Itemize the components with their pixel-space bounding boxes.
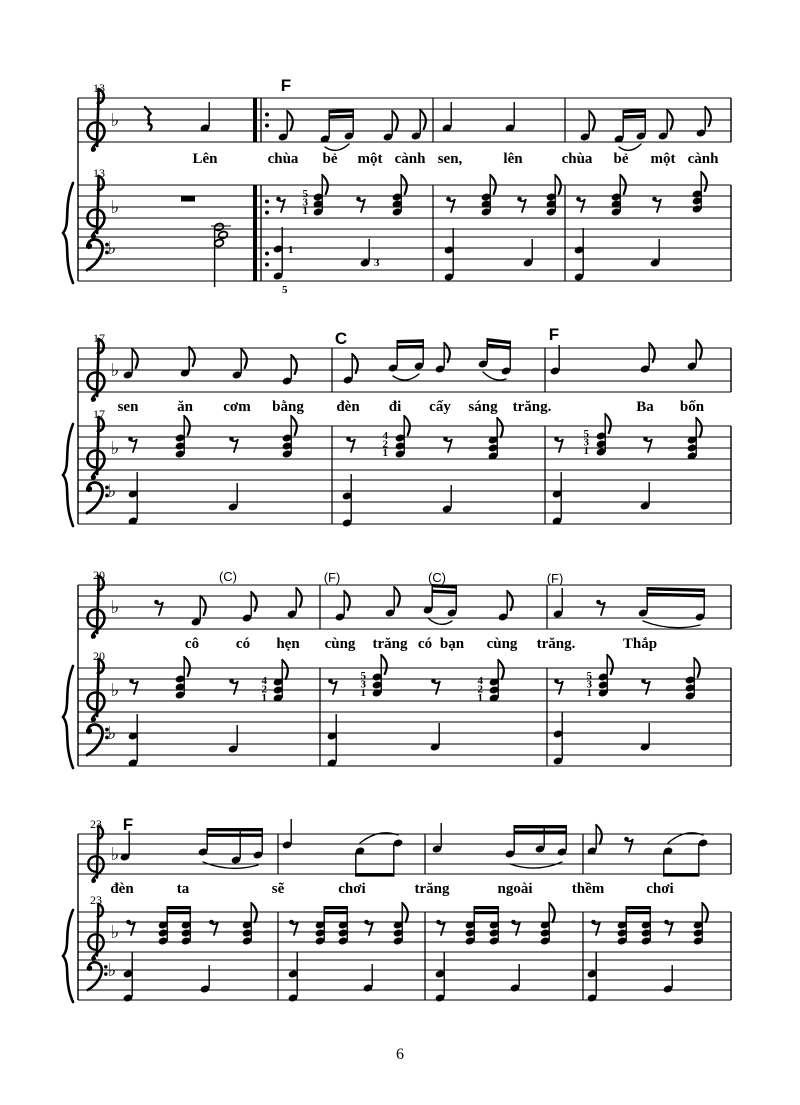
lyric-syllable: sẽ — [271, 881, 285, 897]
clef-ball — [91, 475, 96, 480]
beam — [474, 911, 500, 914]
lyric-syllable: cùng — [486, 636, 518, 652]
beam — [623, 114, 647, 119]
fingering-digit: 4 — [261, 675, 267, 687]
fingering-digit: 3 — [586, 678, 592, 691]
bass-clef-icon — [87, 962, 108, 990]
eighth-rest — [129, 922, 135, 935]
measure-number: 23 — [90, 817, 102, 831]
eighth-rest — [331, 681, 337, 694]
fingering-digit: 4 — [477, 675, 483, 687]
lyric-syllable: ngoài — [497, 881, 533, 897]
vocal-staff — [78, 576, 731, 639]
eighth-flag — [184, 657, 190, 676]
lyric-syllable: chùa — [267, 151, 299, 167]
eighth-rest — [434, 681, 440, 694]
chord-label: (C) — [218, 569, 238, 584]
eighth-flag — [605, 414, 611, 433]
repeat-dot — [265, 124, 269, 128]
eighth-rest — [279, 199, 285, 212]
fingering-digit: 1 — [586, 687, 592, 699]
eighth-rest — [359, 199, 365, 212]
notehead — [218, 230, 229, 239]
eighth-rest — [594, 922, 600, 935]
lyric-syllable: Thắp — [622, 636, 658, 652]
beam — [207, 834, 264, 837]
fingering-digit: 5 — [586, 670, 592, 682]
lyric-syllable: chùa — [561, 151, 593, 167]
measure-number: 17 — [93, 407, 105, 421]
beam — [355, 873, 395, 877]
eighth-rest — [439, 922, 445, 935]
measure-number: 13 — [93, 81, 105, 95]
chord-label: C — [334, 329, 348, 348]
eighth-flag — [189, 347, 195, 366]
eighth-flag — [498, 660, 504, 679]
eighth-rest — [232, 681, 238, 694]
fingering-digit: 1 — [302, 205, 308, 217]
clef-ball — [91, 397, 96, 402]
eighth-rest — [292, 922, 298, 935]
repeat-dot — [265, 252, 269, 256]
lyric-syllable: cơm — [223, 399, 251, 415]
eighth-rest — [514, 922, 520, 935]
notation-mark — [97, 904, 98, 956]
lyric-syllable: bằng — [272, 399, 304, 415]
fingering-digit: 3 — [360, 678, 366, 691]
notation-mark — [97, 659, 98, 716]
notation-mark — [88, 962, 102, 990]
beam — [663, 873, 700, 877]
eighth-flag — [696, 340, 702, 359]
piano-bass-staff — [78, 952, 731, 1003]
eighth-rest — [646, 439, 652, 452]
piano-bass-staff — [78, 472, 731, 528]
fingering-digit: 1 — [288, 244, 294, 256]
clef-ball — [91, 634, 96, 639]
eighth-rest — [212, 922, 218, 935]
chord-label: (F) — [323, 570, 341, 585]
beam — [514, 831, 568, 834]
eighth-flag — [696, 418, 702, 437]
lyric-syllable: chơi — [338, 881, 366, 897]
fingering-digit: 5 — [302, 188, 308, 200]
piano-treble-staff — [78, 655, 731, 722]
flat-sign: ♭ — [110, 680, 120, 701]
fingering-digit: 3 — [583, 436, 589, 449]
flat-sign: ♭ — [107, 238, 117, 259]
lyric-syllable: bạn — [439, 636, 465, 652]
eighth-flag — [251, 592, 257, 611]
flat-sign: ♭ — [110, 922, 120, 943]
clef-ball — [91, 878, 96, 883]
beam — [167, 906, 192, 909]
beam — [432, 590, 458, 595]
eighth-flag — [200, 596, 206, 615]
beam — [474, 906, 500, 909]
eighth-flag — [381, 655, 387, 674]
lyric-syllable: sen — [117, 399, 139, 415]
lyric-syllable: có — [235, 636, 251, 652]
notation-mark — [87, 240, 103, 270]
chord-label: F — [548, 325, 560, 344]
beam — [397, 339, 425, 343]
beam — [329, 114, 355, 119]
eighth-rest — [446, 439, 452, 452]
system-13 — [63, 89, 731, 287]
fingering-digit: 4 — [382, 430, 388, 442]
notation-mark — [97, 176, 98, 233]
lyric-syllable: Lên — [192, 151, 218, 167]
fingering-digit: 1 — [360, 687, 366, 699]
eighth-rest — [667, 922, 673, 935]
repeat-dot — [265, 113, 269, 117]
slur — [203, 862, 258, 868]
eighth-rest — [557, 439, 563, 452]
piano-treble-staff — [78, 903, 731, 961]
notation-mark — [97, 339, 98, 396]
piano-bass-staff — [78, 222, 731, 287]
fingering-digit: 5 — [583, 428, 589, 440]
eighth-rest — [655, 199, 661, 212]
lyric-syllable: sen, — [437, 151, 463, 167]
bass-clef-icon — [86, 725, 109, 755]
page-number: 6 — [396, 1046, 404, 1063]
clef-ball — [91, 234, 96, 239]
beam — [167, 911, 192, 914]
lyric-syllable: thềm — [571, 881, 605, 897]
beam — [626, 906, 652, 909]
slur — [510, 862, 562, 868]
eighth-flag — [701, 172, 707, 191]
eighth-flag — [705, 107, 711, 126]
eighth-rest — [349, 439, 355, 452]
system-17 — [63, 338, 731, 528]
eighth-rest — [557, 681, 563, 694]
eighth-rest — [232, 439, 238, 452]
lyric-syllable: đi — [388, 399, 402, 415]
fingering-digit: 2 — [477, 683, 483, 696]
fingering-digit: 3 — [302, 196, 308, 209]
eighth-flag — [296, 588, 302, 607]
flat-sign: ♭ — [110, 110, 120, 131]
fingering-digit: 2 — [382, 438, 388, 451]
eighth-flag — [282, 660, 288, 679]
fingering-digit: 1 — [261, 692, 267, 704]
lyric-syllable: đèn — [110, 881, 134, 897]
bass-clef-icon — [86, 483, 109, 513]
repeat-dot — [265, 200, 269, 204]
lyric-syllable: đèn — [336, 399, 360, 415]
fingering-digit: 5 — [360, 670, 366, 682]
eighth-rest — [367, 922, 373, 935]
slur — [393, 374, 419, 380]
eighth-flag — [497, 418, 503, 437]
system-23 — [63, 819, 731, 1003]
eighth-rest — [599, 602, 605, 615]
eighth-rest — [157, 602, 163, 615]
flat-sign: ♭ — [107, 481, 117, 502]
measure-number: 23 — [90, 893, 102, 907]
beam — [207, 828, 264, 831]
bass-clef-icon — [86, 240, 109, 270]
eighth-rest — [644, 681, 650, 694]
lyric-syllable: bốn — [679, 399, 705, 415]
beam — [647, 587, 706, 592]
lyric-syllable: cô — [184, 636, 200, 652]
lyric-syllable: ăn — [177, 399, 193, 415]
lyric-syllable: chơi — [646, 881, 674, 897]
flat-sign: ♭ — [110, 438, 120, 459]
notation-mark — [97, 89, 98, 146]
eighth-rest — [449, 199, 455, 212]
chord-label: (F) — [546, 571, 564, 586]
lyric-syllable: Ba — [636, 399, 654, 415]
notation-mark — [87, 725, 103, 755]
eighth-rest — [579, 199, 585, 212]
notation-mark — [87, 483, 103, 513]
chord-label: F — [122, 815, 134, 834]
vocal-staff — [78, 338, 731, 402]
beam — [487, 344, 512, 350]
lyric-syllable: sáng — [468, 399, 498, 415]
notation-mark — [97, 826, 98, 878]
lyric-syllable: lên — [503, 151, 523, 167]
notation-mark — [97, 417, 98, 474]
lyric-syllable: trăng — [414, 881, 450, 897]
repeat-dot — [265, 211, 269, 215]
lyric-syllable: trăng — [372, 636, 408, 652]
flat-sign: ♭ — [107, 723, 117, 744]
clef-ball — [91, 717, 96, 722]
slur — [643, 621, 700, 628]
measure-number: 17 — [93, 331, 105, 345]
beam — [647, 593, 706, 598]
fingering-digit: 1 — [382, 447, 388, 459]
beam — [324, 911, 349, 914]
lyric-syllable: cấy — [429, 399, 451, 415]
brace-icon — [63, 424, 73, 526]
lyric-syllable: bẻ — [322, 151, 338, 167]
fingering-digit: 5 — [282, 284, 288, 296]
lyric-syllable: một — [650, 151, 676, 167]
fingering-digit: 1 — [477, 692, 483, 704]
flat-sign: ♭ — [107, 960, 117, 981]
lyric-syllable: bẻ — [613, 151, 629, 167]
piano-treble-staff — [78, 172, 731, 239]
chord-label: F — [280, 76, 292, 95]
repeat-dot — [265, 263, 269, 267]
vocal-staff — [78, 89, 731, 152]
vocal-staff — [78, 819, 731, 883]
flat-sign: ♭ — [110, 844, 120, 865]
eighth-rest — [627, 839, 633, 852]
lyric-syllable: hẹn — [276, 636, 300, 652]
measure-number: 20 — [93, 568, 105, 582]
measure-number: 20 — [93, 649, 105, 663]
eighth-rest — [131, 439, 137, 452]
brace-icon — [63, 666, 73, 768]
lyric-syllable: ta — [176, 881, 190, 897]
lyric-syllable: có — [417, 636, 433, 652]
brace-icon — [63, 183, 73, 283]
clef-ball — [91, 147, 96, 152]
measure-number: 13 — [93, 166, 105, 180]
flat-sign: ♭ — [110, 597, 120, 618]
whole-rest — [181, 196, 195, 202]
piano-treble-staff — [78, 414, 731, 480]
beam — [324, 906, 349, 909]
lyric-syllable: cùng — [324, 636, 356, 652]
system-20 — [63, 576, 731, 768]
flat-sign: ♭ — [110, 360, 120, 381]
piano-bass-staff — [78, 712, 731, 768]
eighth-rest — [520, 199, 526, 212]
lyric-syllable: cành — [394, 151, 426, 167]
lyric-syllable: trăng. — [512, 399, 552, 415]
fingering-digit: 1 — [583, 445, 589, 457]
fingering-digit: 2 — [261, 683, 267, 696]
eighth-rest — [132, 681, 138, 694]
flat-sign: ♭ — [110, 197, 120, 218]
chord-label: (C) — [427, 570, 447, 585]
notation-mark — [97, 576, 98, 633]
slur — [619, 144, 641, 150]
slur — [428, 618, 452, 624]
slur — [325, 144, 349, 150]
eighth-flag — [607, 655, 613, 674]
lyric-syllable: cành — [687, 151, 719, 167]
beam — [487, 338, 512, 344]
quarter-rest — [145, 107, 152, 130]
lyric-syllable: một — [357, 151, 383, 167]
beam — [626, 911, 652, 914]
brace-icon — [63, 910, 73, 1002]
fingering-digit: 3 — [374, 257, 380, 269]
eighth-flag — [291, 355, 297, 374]
lyric-syllable: trăng. — [536, 636, 576, 652]
beam — [514, 825, 568, 828]
